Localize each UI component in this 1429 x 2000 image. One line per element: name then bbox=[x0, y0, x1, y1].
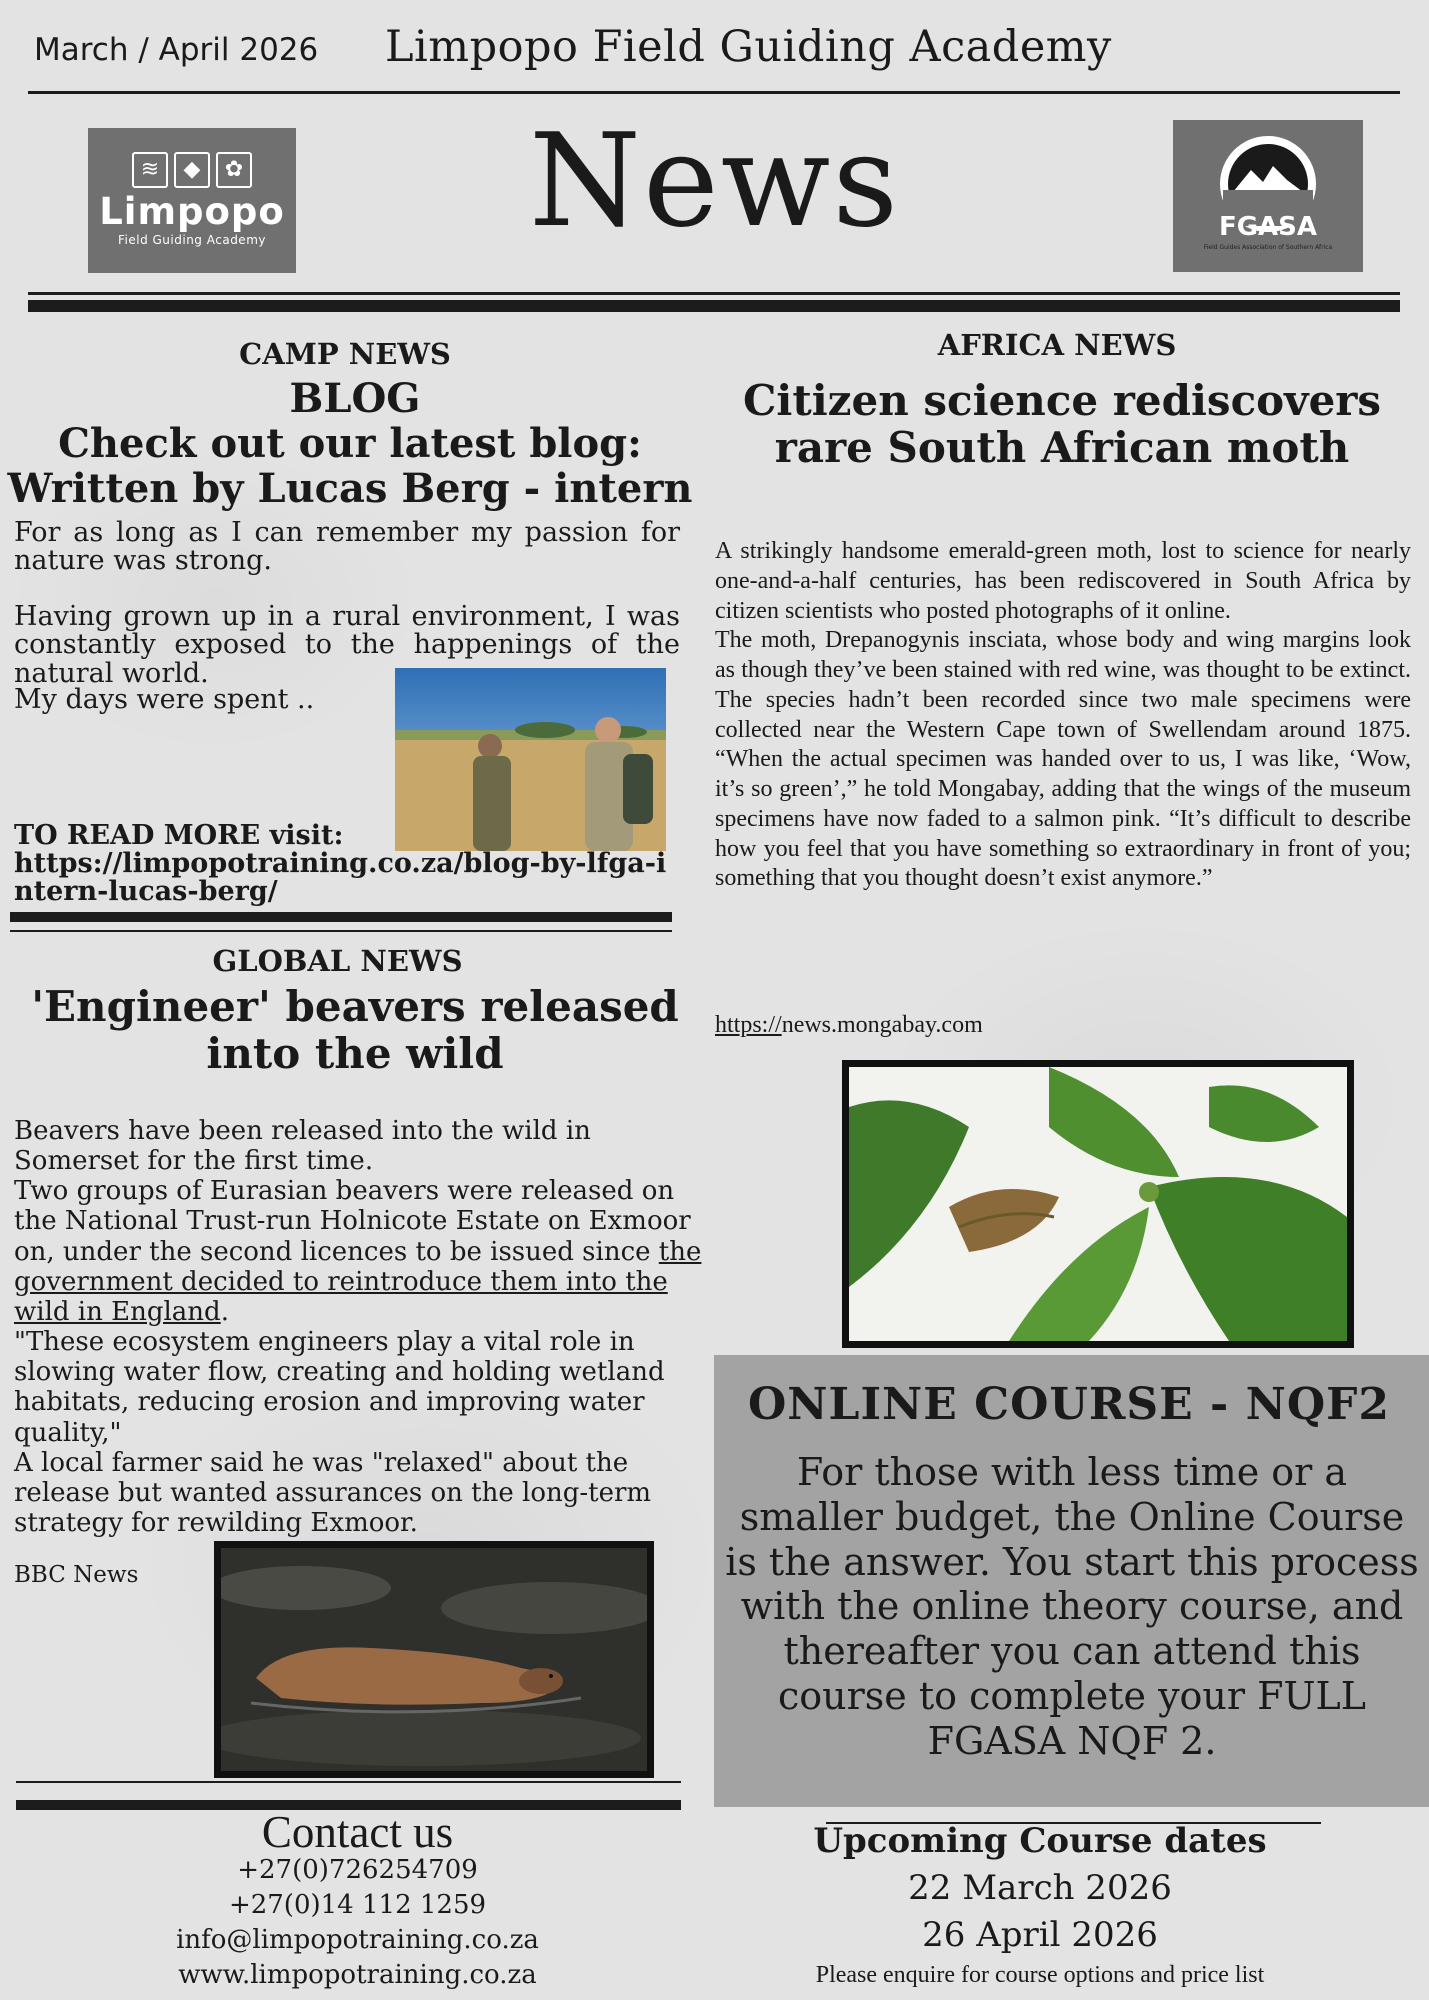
contact-email[interactable]: info@limpopotraining.co.za bbox=[176, 1925, 539, 1955]
global-news-thin-rule bbox=[16, 1781, 681, 1783]
limpopo-logo-word: Limpopo bbox=[99, 190, 285, 233]
africa-news-label: AFRICA NEWS bbox=[937, 328, 1177, 362]
online-course-text: For those with less time or a smaller budget, the Online Course is the answer. You start this process with the online theory course, and thereafter you can attend this course to complete your FULL FGASA NQF 2. bbox=[725, 1450, 1419, 1763]
contact-phone-1[interactable]: +27(0)726254709 bbox=[237, 1855, 478, 1885]
online-course-title: ONLINE COURSE - NQF2 bbox=[747, 1379, 1391, 1430]
contact-website[interactable]: www.limpopotraining.co.za bbox=[178, 1960, 537, 1990]
blog-headline-1: Check out our latest blog: bbox=[58, 420, 642, 467]
blog-para-1: For as long as I can remember my passion for nature was strong. bbox=[14, 517, 680, 577]
beavers-para-1: Beavers have been released into the wild in Somerset for the first time. bbox=[14, 1116, 591, 1177]
header-top-rule bbox=[28, 91, 1400, 94]
limpopo-logo-sub: Field Guiding Academy bbox=[118, 233, 266, 247]
moth-para-1: A strikingly handsome emerald-green moth, lost to science for nearly one-and-a-half centuries, has been rediscovered in South Africa by citizen scientists who posted photographs of it online. bbox=[715, 538, 1411, 624]
blog-para-2: Having grown up in a rural environment, I was constantly exposed to the happenings of the natural world. bbox=[14, 601, 680, 689]
camp-news-thin-rule bbox=[10, 930, 672, 932]
moth-source bbox=[715, 1012, 983, 1039]
course-date-2: 26 April 2026 bbox=[922, 1915, 1158, 1955]
government-decision-link[interactable]: the government decided to reintroduce them into the wild in England bbox=[14, 1236, 702, 1327]
beavers-para-4: A local farmer said he was "relaxed" about the release but wanted assurances on the long-term strategy for rewilding Exmoor. bbox=[14, 1447, 652, 1539]
africa-icon: ◆ bbox=[174, 152, 210, 188]
beavers-article bbox=[14, 1116, 714, 1538]
fgasa-logo bbox=[1173, 120, 1363, 272]
camp-news-thick-rule bbox=[10, 912, 672, 922]
masthead-thin-rule bbox=[28, 292, 1400, 295]
bird-icon: ≋ bbox=[132, 152, 168, 188]
beavers-source: BBC News bbox=[14, 1562, 139, 1588]
blog-headline-2: Written by Lucas Berg - intern bbox=[7, 465, 693, 512]
moth-photo bbox=[842, 1060, 1354, 1348]
fgasa-logo-word: FGASA bbox=[1218, 212, 1318, 242]
issue-date: March / April 2026 bbox=[34, 32, 319, 68]
moth-source-link[interactable]: https:// bbox=[715, 1012, 782, 1038]
beavers-para-2 bbox=[14, 1176, 714, 1327]
course-dates-title: Upcoming Course dates bbox=[813, 1821, 1267, 1861]
beavers-para-2-start: Two groups of Eurasian beavers were released on the National Trust-run Holnicote Estate on Exmoor on, under the second licences to be issued since bbox=[14, 1176, 691, 1267]
masthead-thick-rule bbox=[28, 300, 1400, 312]
beavers-headline: 'Engineer' beavers released into the wild bbox=[31, 982, 679, 1079]
moth-para-2: The moth, Drepanogynis insciata, whose body and wing margins look as though they’ve been stained with red wine, was thought to be extinct. The species hadn’t been recorded since two male specimens were collected near the Western Cape town of Swellendam around 1875. “When the actual specimen was handed over to us, I was like, ‘Wow, it’s so green’,” he told Mongabay, adding that the wings of the museum specimens have now faded to a salmon pink. “It’s difficult to describe how you feel that you have something so extraordinary in front of you; something that you thought doesn’t exist anymore.” bbox=[715, 627, 1411, 892]
academy-title: Limpopo Field Guiding Academy bbox=[385, 22, 1112, 72]
course-dates-note: Please enquire for course options and price list bbox=[815, 1962, 1265, 1988]
blog-link[interactable]: https://limpopotraining.co.za/blog-by-lfga-intern-lucas-berg/ bbox=[14, 848, 667, 908]
beaver-photo bbox=[214, 1541, 654, 1778]
blog-title: BLOG bbox=[289, 375, 421, 422]
beavers-para-2-end: . bbox=[220, 1296, 229, 1327]
global-news-label: GLOBAL NEWS bbox=[212, 944, 463, 978]
contact-title: Contact us bbox=[261, 1807, 454, 1857]
moth-source-rest: news.mongabay.com bbox=[781, 1012, 983, 1038]
course-date-1: 22 March 2026 bbox=[908, 1868, 1172, 1908]
paw-icon: ✿ bbox=[216, 152, 252, 188]
moth-headline: Citizen science rediscovers rare South African moth bbox=[742, 376, 1382, 473]
beavers-para-3: "These ecosystem engineers play a vital role in slowing water flow, creating and holding wetland habitats, reducing erosion and improving water quality," bbox=[14, 1327, 665, 1448]
blog-para-3: My days were spent .. bbox=[14, 684, 315, 715]
fgasa-logo-sub: Field Guides Association of Southern Africa bbox=[1203, 244, 1333, 251]
moth-article bbox=[715, 537, 1411, 894]
masthead-title: News bbox=[529, 107, 900, 256]
contact-phone-2[interactable]: +27(0)14 112 1259 bbox=[228, 1890, 487, 1920]
camp-news-label: CAMP NEWS bbox=[239, 337, 451, 371]
read-more-label: TO READ MORE visit: bbox=[14, 820, 344, 851]
